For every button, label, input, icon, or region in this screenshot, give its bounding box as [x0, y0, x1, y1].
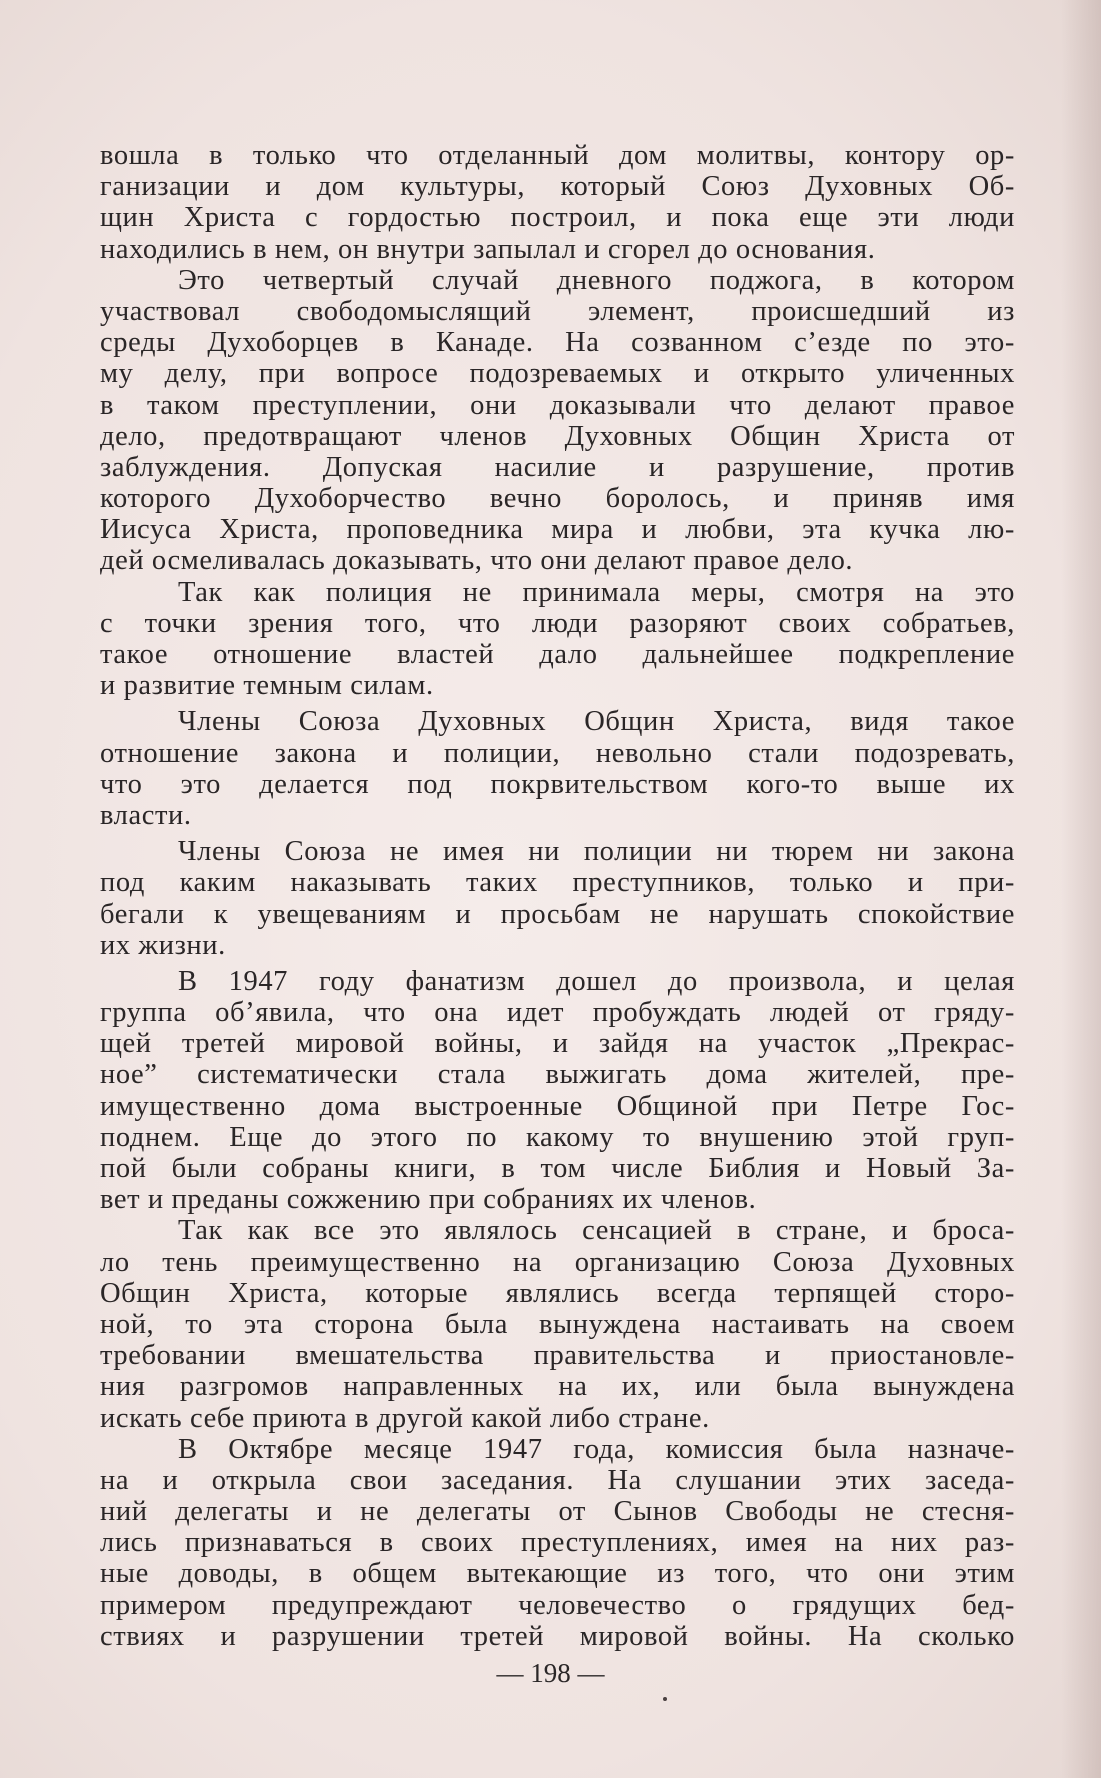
text-line: лись признаваться в своих преступлениях, имея на них раз-: [100, 1527, 1015, 1559]
paper-speck: [663, 1697, 667, 1701]
text-line: среды Духоборцев в Канаде. На созванном с’езде по это-: [100, 327, 1015, 359]
text-line: дей осмеливалась доказывать, что они делают правое дело.: [100, 545, 854, 577]
paragraph-first-line: Так как все это являлось сенсацией в стране, и броса-: [178, 1215, 1015, 1247]
text-line: с точки зрения того, что люди разоряют своих собратьев,: [100, 607, 1015, 639]
text-line: вошла в только что отделанный дом молитвы, контору ор-: [100, 140, 1015, 171]
text-line: му делу, при вопросе подозреваемых и открыто уличенных: [100, 358, 1015, 390]
text-line: и развитие темным силам.: [100, 670, 434, 702]
text-line: вет и преданы сожжению при собраниях их членов.: [100, 1184, 757, 1216]
text-line: щей третей мировой войны, и зайдя на участок „Прекрас-: [100, 1028, 1015, 1060]
paragraph-first-line: Это четвертый случай дневного поджога, в котором: [178, 264, 1015, 296]
text-line: имущественно дома выстроенные Общиной при Петре Гос-: [100, 1090, 1015, 1122]
text-line: участвовал свободомыслящий элемент, происшедший из: [100, 295, 1015, 327]
text-line: на и открыла свои заседания. На слушании этих заседа-: [100, 1464, 1015, 1496]
text-line: ное” систематически стала выжигать дома жителей, пре-: [100, 1059, 1015, 1091]
text-line: Иисуса Христа, проповедника мира и любви, эта кучка лю-: [100, 514, 1015, 546]
text-line: пой были собраны книги, в том числе Библия и Новый За-: [100, 1153, 1015, 1184]
text-line: такое отношение властей дало дальнейшее подкрепление: [100, 639, 1015, 670]
text-line: примером предупреждают человечество о грядущих бед-: [100, 1589, 1015, 1621]
text-line: заблуждения. Допуская насилие и разрушение, против: [100, 451, 1015, 483]
text-line: в таком преступлении, они доказывали что делают правое: [100, 389, 1015, 421]
text-line: Общин Христа, которые являлись всегда терпящей сторо-: [100, 1277, 1015, 1309]
text-line: отношение закона и полиции, невольно стали подозревать,: [100, 737, 1015, 769]
text-line: ний делегаты и не делегаты от Сынов Свободы не стесня-: [100, 1496, 1015, 1528]
paragraph-first-line: В Октябре месяце 1947 года, комиссия была назначе-: [178, 1433, 1015, 1465]
text-line: власти.: [100, 799, 192, 831]
text-line: ной, то эта сторона была вынуждена настаивать на своем: [100, 1308, 1015, 1340]
text-line: ствиях и разрушении третей мировой войны. На сколько: [100, 1620, 1015, 1652]
page-gutter-shadow: [1061, 0, 1101, 1778]
text-line: что это делается под покрвительством кого-то выше их: [100, 768, 1015, 800]
body-text: [100, 140, 1015, 1652]
text-line: которого Духоборчество вечно боролось, и приняв имя: [100, 483, 1015, 515]
text-line: требовании вмешательства правительства и приостановле-: [100, 1340, 1015, 1372]
text-line: группа об’явила, что она идет пробуждать людей от гряду-: [100, 997, 1015, 1029]
text-line: находились в нем, он внутри запылал и сгорел до основания.: [100, 233, 876, 265]
text-line: поднем. Еще до этого по какому то внушению этой груп-: [100, 1121, 1015, 1153]
paragraph-first-line: Члены Союза не имея ни полиции ни тюрем ни закона: [178, 836, 1015, 868]
text-line: ганизации и дом культуры, который Союз Духовных Об-: [100, 171, 1015, 203]
page-number: — 198 —: [496, 1658, 605, 1688]
paragraph-first-line: Члены Союза Духовных Общин Христа, видя такое: [178, 706, 1015, 738]
text-line: ные доводы, в общем вытекающие из того, что они этим: [100, 1558, 1015, 1590]
text-line: искать себе приюта в другой какой либо стране.: [100, 1402, 710, 1434]
paragraph-first-line: В 1947 году фанатизм дошел до произвола, и целая: [178, 965, 1015, 997]
text-line: щин Христа с гордостью построил, и пока еще эти люди: [100, 202, 1015, 234]
text-line: ния разгромов направленных на их, или была вынуждена: [100, 1371, 1015, 1403]
text-line: бегали к увещеваниям и просьбам не нарушать спокойствие: [100, 898, 1015, 930]
text-line: их жизни.: [100, 929, 226, 961]
text-line: под каким наказывать таких преступников, только и при-: [100, 867, 1015, 899]
paragraph-first-line: Так как полиция не принимала меры, смотря на это: [178, 576, 1015, 608]
text-line: дело, предотвращают членов Духовных Общин Христа от: [100, 420, 1015, 452]
text-line: ло тень преимущественно на организацию Союза Духовных: [100, 1246, 1015, 1278]
